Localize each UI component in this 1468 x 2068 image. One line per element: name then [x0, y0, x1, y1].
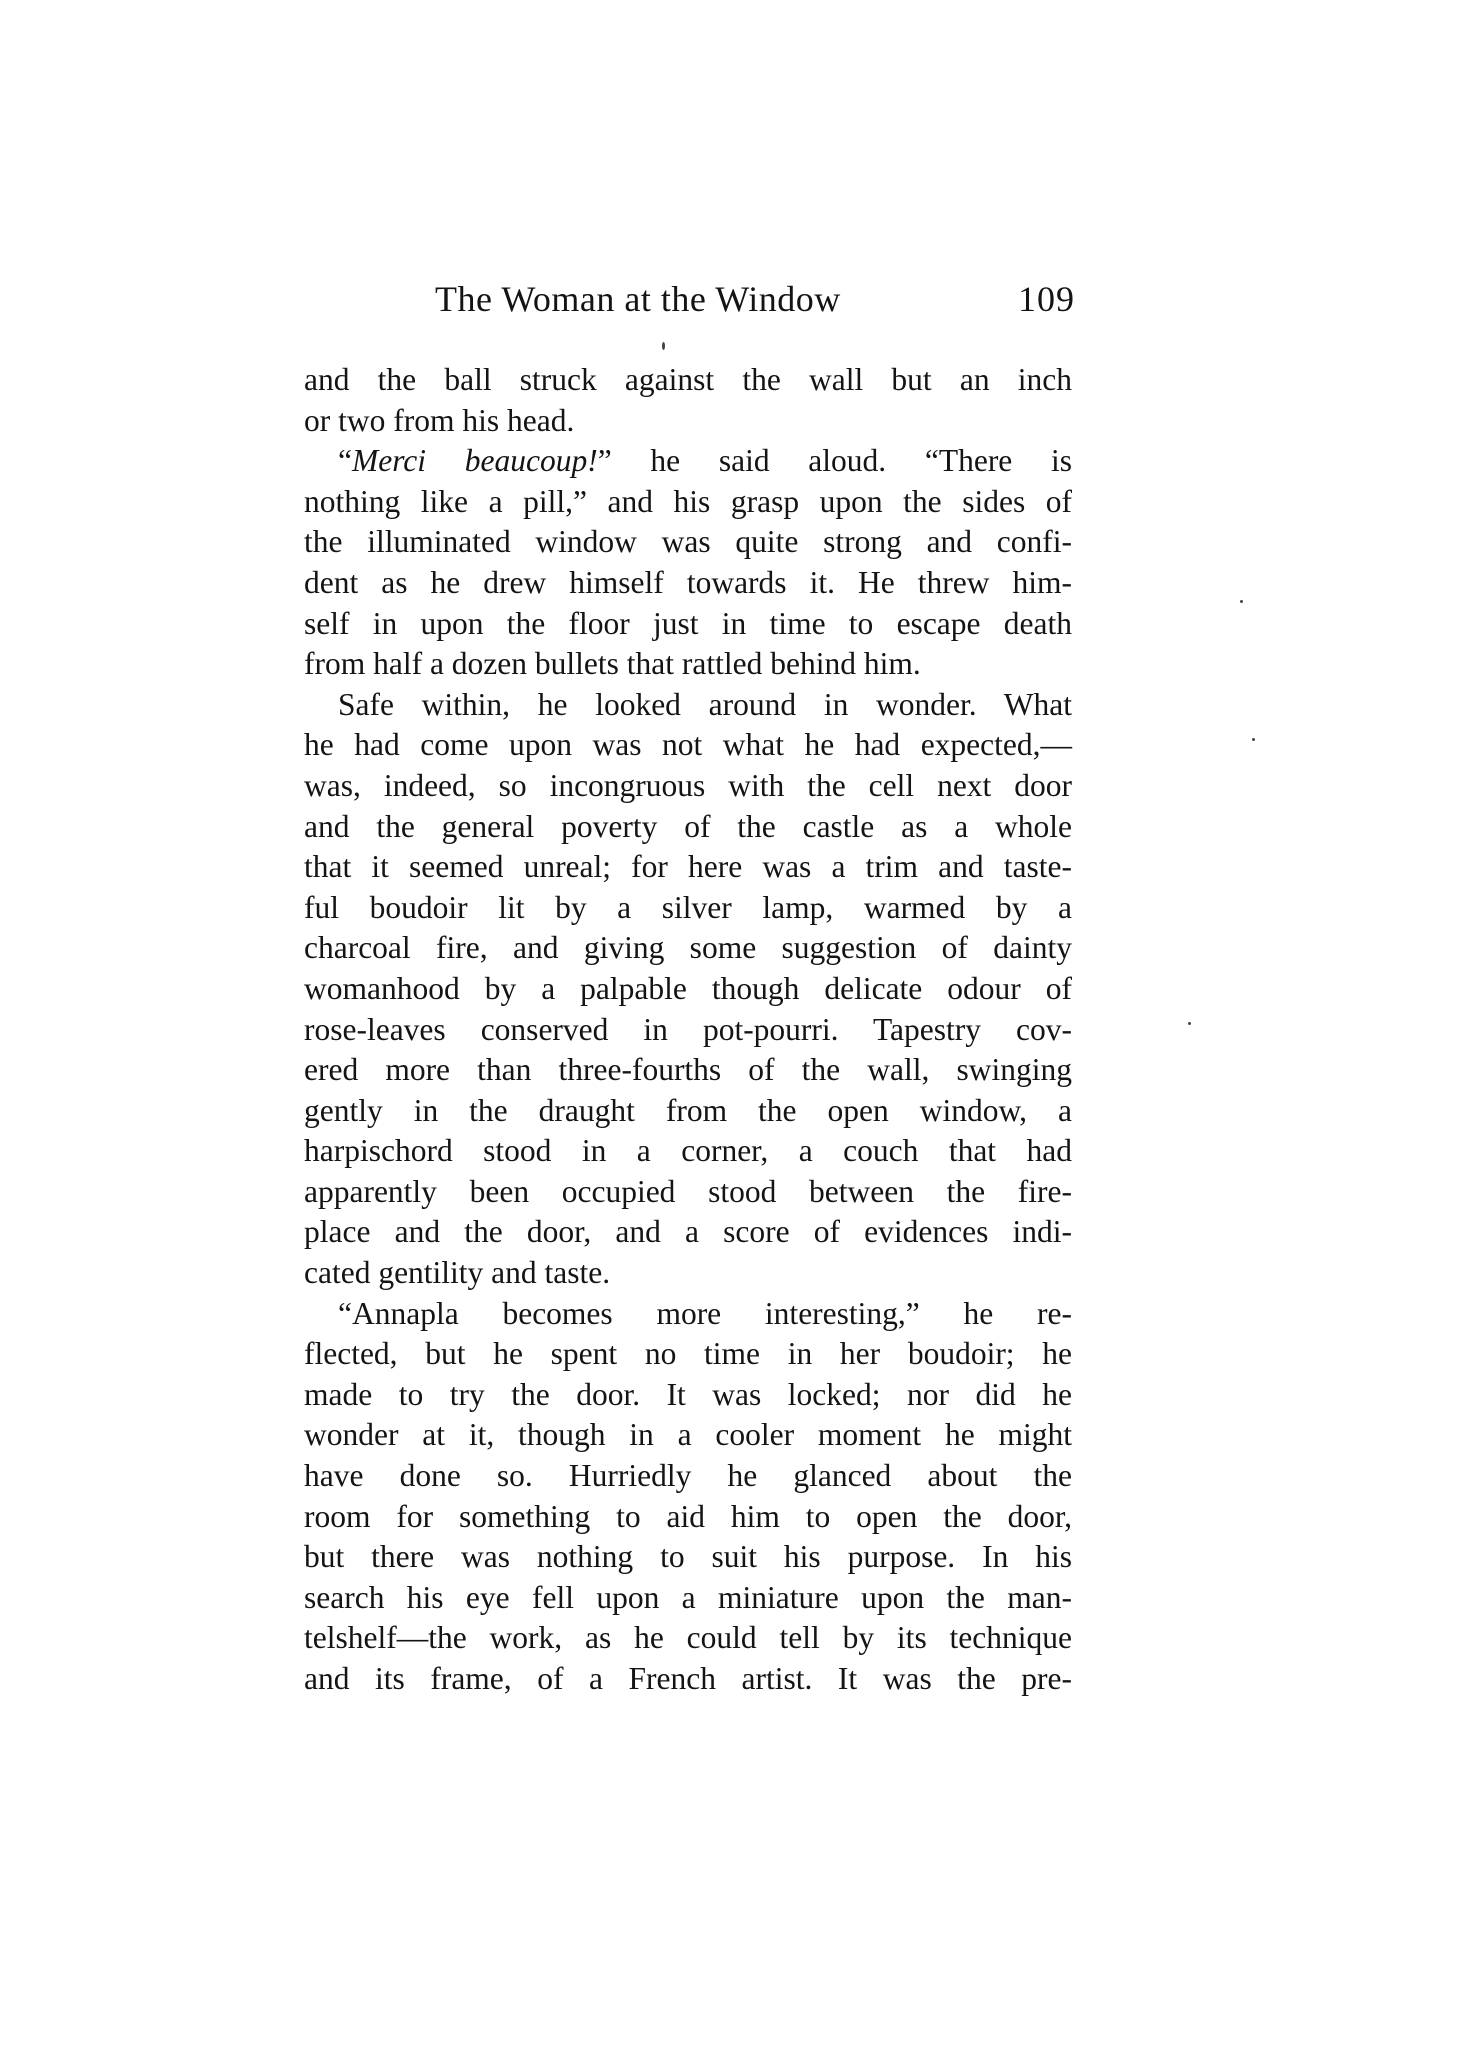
text-line: that it seemed unreal; for here was a trim and taste-: [304, 849, 1072, 885]
text-line: apparently been occupied stood between the fire-: [304, 1173, 1072, 1209]
text-line: charcoal fire, and giving some suggestion of dainty: [304, 930, 1072, 966]
text-line: and its frame, of a French artist. It was the pre-: [304, 1661, 1072, 1696]
running-title: The Woman at the Window: [435, 279, 841, 319]
text-line: but there was nothing to suit his purpose. In his: [304, 1539, 1072, 1575]
scan-speck: [1188, 1022, 1191, 1025]
text-line: ful boudoir lit by a silver lamp, warmed by a: [304, 889, 1072, 925]
text-line: was, indeed, so incongruous with the cell next door: [304, 767, 1072, 803]
text-line: made to try the door. It was locked; nor did he: [304, 1376, 1072, 1412]
page-number: 109: [1018, 279, 1075, 319]
text-line: place and the door, and a score of evidences indi-: [304, 1214, 1072, 1250]
text-line: rose-leaves conserved in pot-pourri. Tapestry cov-: [304, 1011, 1072, 1047]
text-line: and the ball struck against the wall but an inch: [304, 362, 1072, 397]
text-line: self in upon the floor just in time to escape death: [304, 605, 1072, 641]
text-line: from half a dozen bullets that rattled behind him.: [304, 646, 921, 682]
text-line: “Annapla becomes more interesting,” he re-: [338, 1295, 1072, 1331]
page-header: [435, 278, 1075, 328]
scan-speck: [1240, 600, 1243, 603]
text-line: cated gentility and taste.: [304, 1255, 611, 1291]
text-line: Safe within, he looked around in wonder. What: [338, 686, 1072, 722]
text-line: wonder at it, though in a cooler moment he might: [304, 1417, 1072, 1453]
text-line: telshelf—the work, as he could tell by its technique: [304, 1620, 1072, 1656]
text-line: womanhood by a palpable though delicate odour of: [304, 970, 1072, 1006]
scan-speck: [662, 342, 665, 350]
text-line: harpischord stood in a corner, a couch that had: [304, 1133, 1072, 1169]
text-line: gently in the draught from the open window, a: [304, 1092, 1072, 1128]
text-line: “Merci beaucoup!” he said aloud. “There is: [338, 443, 1073, 479]
text-line: search his eye fell upon a miniature upon the man-: [304, 1579, 1072, 1615]
text-line: he had come upon was not what he had expected,—: [304, 727, 1072, 763]
text-line: ered more than three-fourths of the wall, swinging: [304, 1052, 1072, 1088]
text-line: room for something to aid him to open the door,: [304, 1498, 1072, 1534]
text-line: dent as he drew himself towards it. He threw him-: [304, 564, 1072, 600]
text-line: or two from his head.: [304, 402, 575, 438]
text-line: and the general poverty of the castle as a whole: [304, 808, 1072, 844]
text-line: the illuminated window was quite strong and confi-: [304, 524, 1072, 560]
scan-speck: [1252, 738, 1255, 741]
text-line: flected, but he spent no time in her boudoir; he: [304, 1336, 1072, 1372]
text-line: have done so. Hurriedly he glanced about the: [304, 1458, 1072, 1494]
body-text: [304, 360, 1072, 1700]
text-line: nothing like a pill,” and his grasp upon the sides of: [304, 483, 1072, 519]
